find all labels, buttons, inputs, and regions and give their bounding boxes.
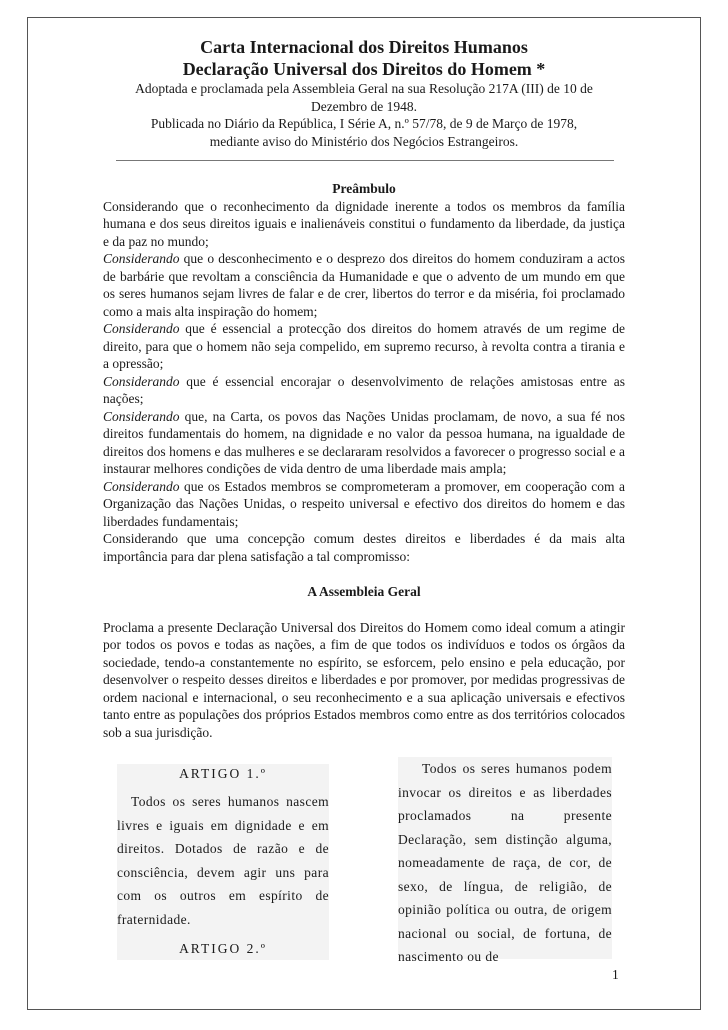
considerando-lead: Considerando — [103, 373, 180, 389]
preamble-paragraph-4 — [103, 373, 625, 408]
adoption-note-line2: Dezembro de 1948. — [310, 98, 418, 114]
preamble-paragraph-2 — [103, 250, 625, 320]
paragraph-text: que o desconhecimento e o desprezo dos direitos do homem conduziram a actos de barbárie que revoltam a consciência da Humanidade e que o advento de um mundo em que os seres humanos sejam livres de falar e de crer, libertos do terror e da miséria, foi proclamado como a mais alta inspiração do homem; — [103, 251, 625, 319]
article-1-title: ARTIGO 1.º — [179, 766, 267, 781]
publication-note-line1: Publicada no Diário da República, I Série A, n.º 57/78, de 9 de Março de 1978, — [150, 116, 578, 131]
article-2-text: Todos os seres humanos podem invocar os direitos e as liberdades proclamados na presente Declaração, sem distinção alguma, nomeadamente de raça, de cor, de sexo, de língua, de religião, de opinião política ou outra, de origem nacional ou social, de fortuna, de nascimento ou de — [398, 761, 612, 964]
paragraph-text: que, na Carta, os povos das Nações Unidas proclamam, de novo, a sua fé nos direitos fundamentais do homem, na dignidade e no valor da pessoa humana, na igualdade de direitos dos homens e das mulheres e se declararam resolvidos a favorecer o progresso social e a instaurar melhores condições de vida dentro de uma liberdade mais ampla; — [103, 408, 625, 476]
publication-note-line2: mediante aviso do Ministério dos Negócios Estrangeiros. — [209, 133, 519, 149]
header-divider — [116, 160, 614, 161]
document-body — [103, 180, 625, 741]
assembly-proclamation: Proclama a presente Declaração Universal dos Direitos do Homem como ideal comum a atingir por todos os povos e todas as nações, a fim de que todos os indivíduos e todos os órgãos da sociedade, tendo-a constantemente no espírito, se esforcem, pelo ensino e pela educação, por desenvolver o respeito desses direitos e liberdades e por promover, por medidas progressivas de ordem nacional e internacional, o seu reconhecimento e a sua aplicação universais e efectivos tanto entre as populações dos próprios Estados membros como entre as dos territórios colocados sob a sua jurisdição. — [103, 619, 625, 740]
preamble-paragraph-5 — [103, 408, 625, 478]
preamble-paragraph-3 — [103, 320, 625, 373]
document-title: Carta Internacional dos Direitos Humanos — [200, 37, 528, 57]
adoption-note-line1: Adoptada e proclamada pela Assembleia Geral na sua Resolução 217A (III) de 10 de — [135, 81, 593, 96]
article-2-title: ARTIGO 2.º — [179, 941, 267, 956]
document-subtitle: Declaração Universal dos Direitos do Homem * — [182, 59, 546, 79]
paragraph-text: que é essencial a protecção dos direitos do homem através de um regime de direito, para que o homem não seja compelido, em supremo recurso, à revolta contra a tirania e a opressão; — [103, 321, 625, 371]
document-header — [100, 36, 628, 150]
preamble-heading: Preâmbulo — [332, 181, 396, 196]
considerando-lead: Considerando — [103, 478, 180, 494]
considerando-lead: Considerando — [103, 408, 180, 424]
assembly-heading: A Assembleia Geral — [307, 584, 421, 599]
considerando-lead: Considerando — [103, 321, 180, 336]
considerando-lead: Considerando — [103, 251, 180, 266]
preamble-paragraph-6 — [103, 478, 625, 531]
paragraph-text: que é essencial encorajar o desenvolvimento de relações amistosas entre as nações; — [103, 373, 625, 406]
preamble-paragraph-7: Considerando que uma concepção comum destes direitos e liberdades é da mais alta importância para dar plena satisfação a tal compromisso: — [103, 531, 625, 564]
paragraph-text: que os Estados membros se comprometeram a promover, em cooperação com a Organização das Nações Unidas, o respeito universal e efectivo dos direitos do homem e das liberdades fundamentais; — [103, 478, 625, 529]
page-number: 1 — [612, 967, 619, 982]
preamble-paragraph-1: Considerando que o reconhecimento da dignidade inerente a todos os membros da família humana e dos seus direitos iguais e inalienáveis constitui o fundamento da liberdade, da justiça e da paz no mundo; — [103, 198, 625, 249]
article-2-box — [398, 757, 612, 964]
article-1-box — [117, 764, 329, 960]
article-1-text: Todos os seres humanos nascem livres e iguais em dignidade e em direitos. Dotados de razão e de consciência, devem agir uns para com os outros em espírito de fraternidade. — [117, 794, 329, 927]
